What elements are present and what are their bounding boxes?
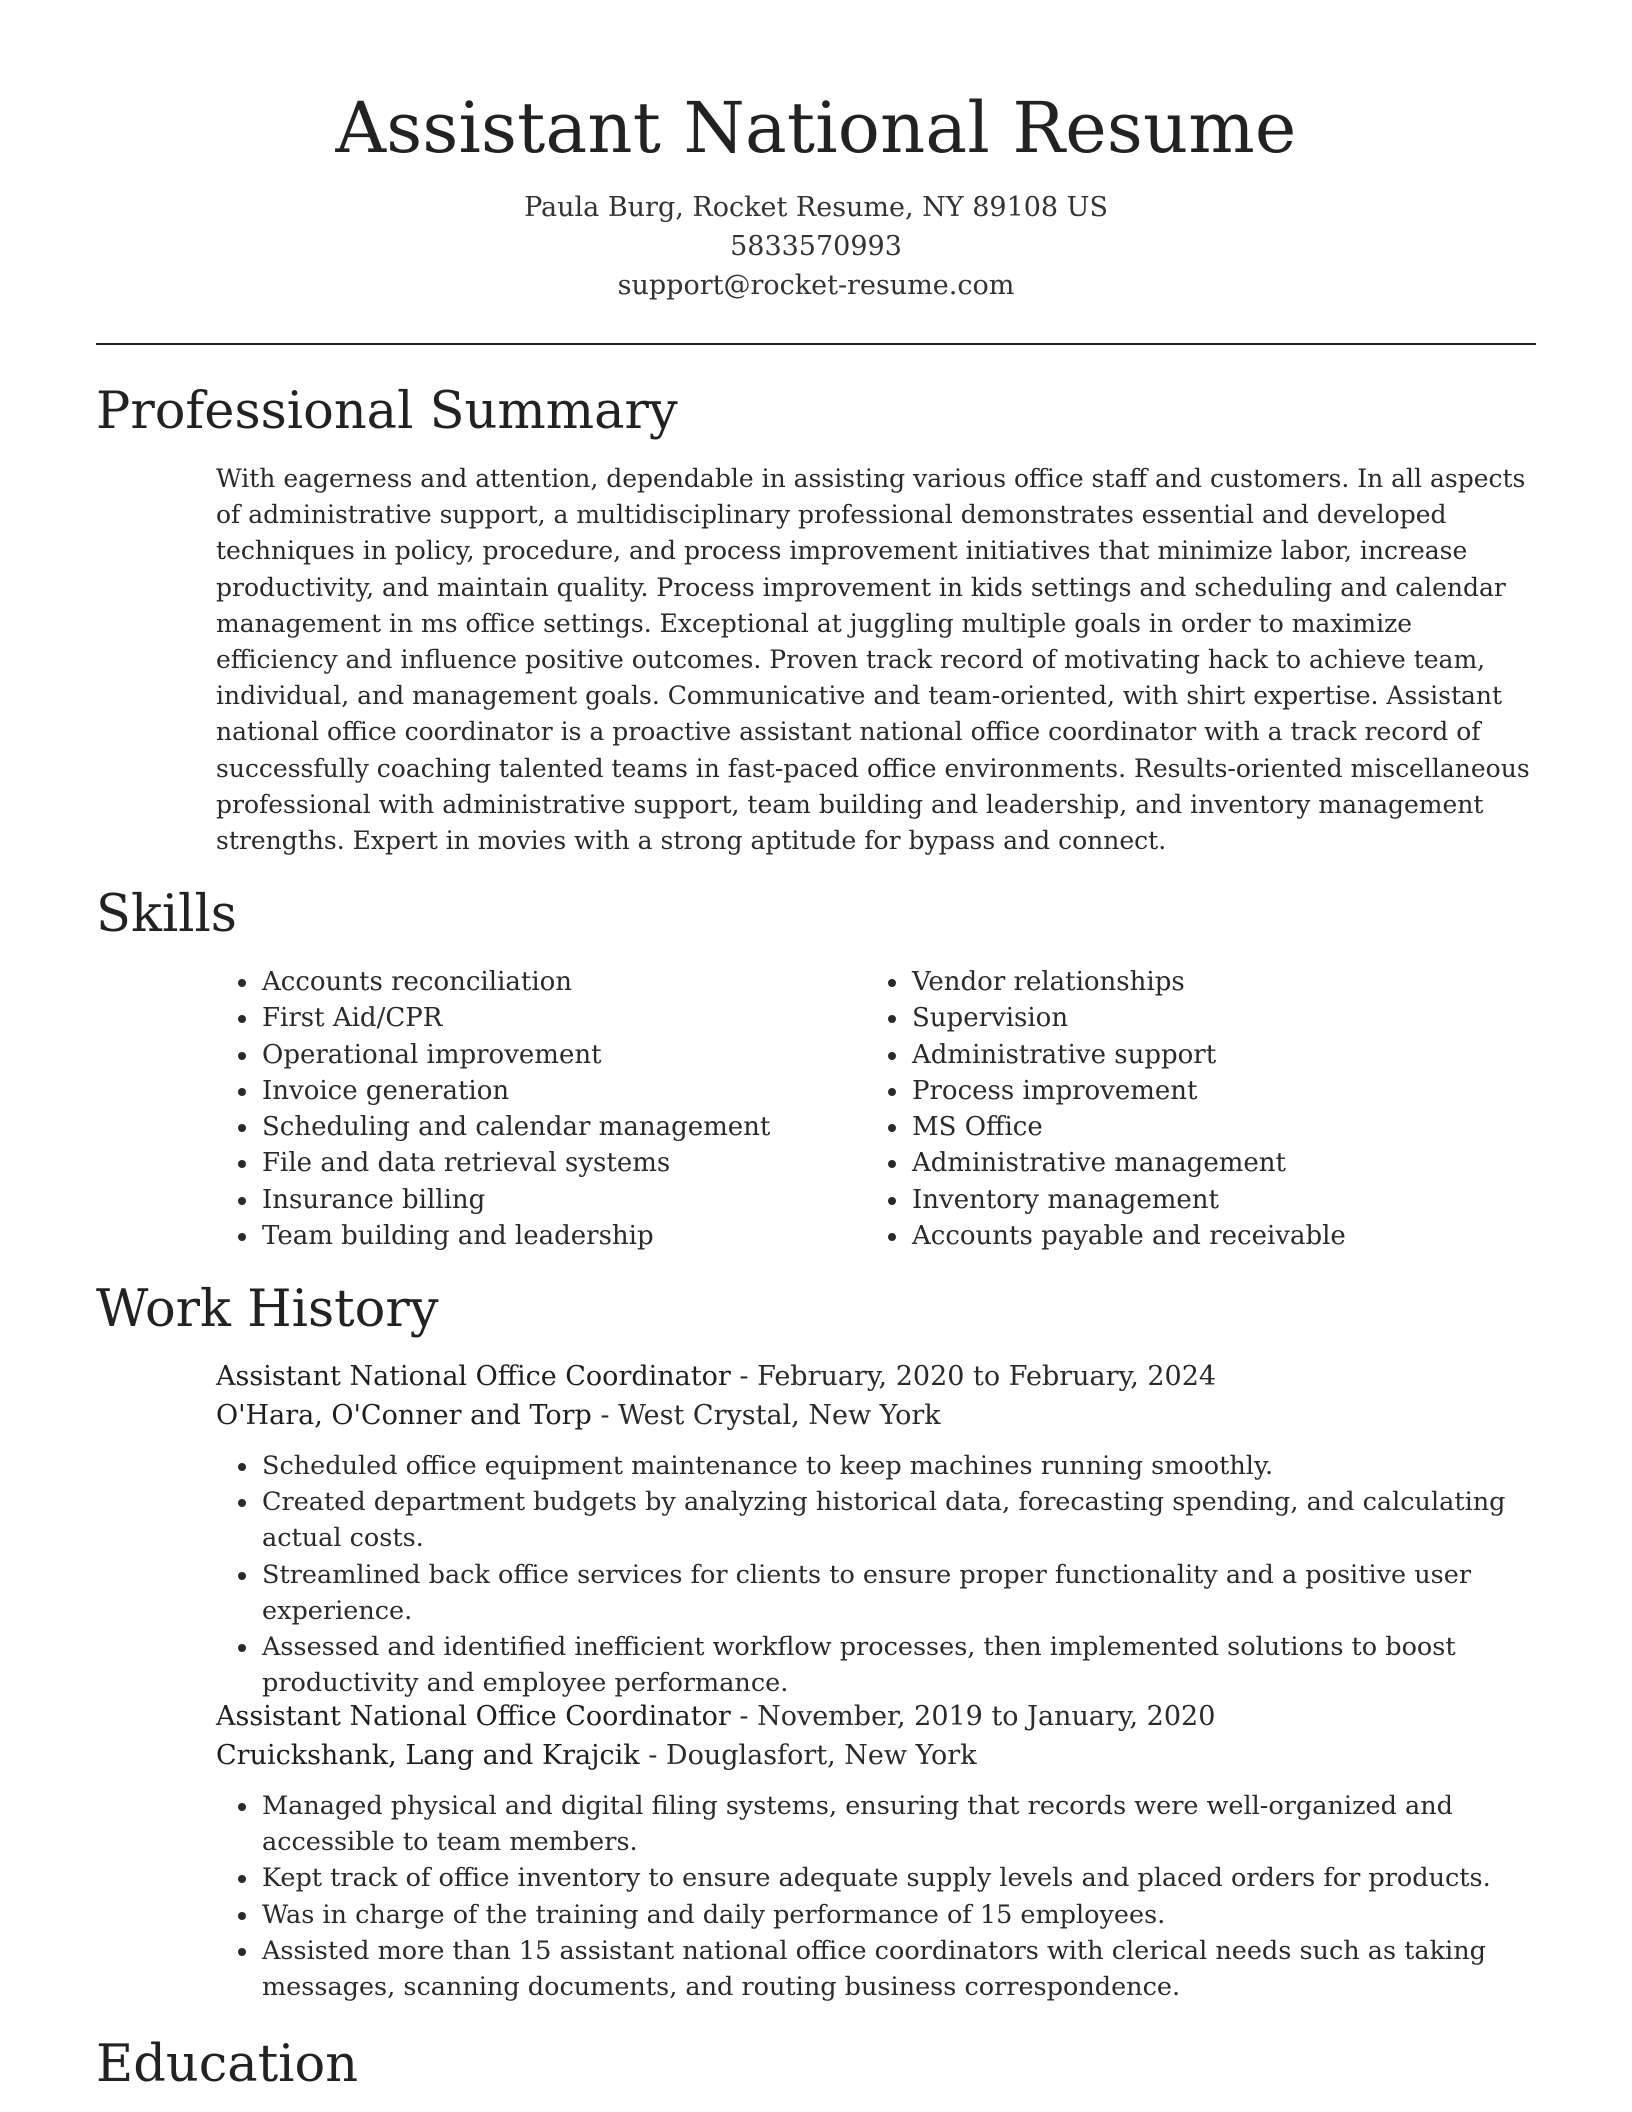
job-duty: • Was in charge of the training and daily performance of 15 employees. [260,1897,1540,1933]
job-duty: • Managed physical and digital filing systems, ensuring that records were well-organized and accessible to team members. [260,1788,1540,1860]
skill-item: • Scheduling and calendar management [260,1109,860,1145]
job-title-line [216,1697,1540,1736]
header-divider [96,343,1536,345]
skill-item: • Process improvement [910,1073,1550,1109]
skill-item: • Inventory management [910,1182,1550,1218]
job-title: Assistant National Office Coordinator [216,1701,731,1732]
skill-item: • First Aid/CPR [260,1000,860,1036]
resume-title: Assistant National Resume [335,87,1297,169]
contact-email: support@rocket-resume.com [617,270,1015,301]
skill-item: • Operational improvement [260,1037,860,1073]
skill-item: • File and data retrieval systems [260,1145,860,1181]
job-location: - Douglasfort, New York [639,1740,977,1771]
job-entry [216,1357,1540,1701]
job-duties-list [216,1788,1540,2005]
skills-heading: Skills [96,885,237,944]
job-entry [216,1697,1540,2005]
education-heading: Education [96,2035,359,2094]
summary-heading: Professional Summary [96,382,678,441]
work-history-heading: Work History [96,1280,439,1339]
skill-item: • Team building and leadership [260,1218,860,1254]
skill-item: • Administrative support [910,1037,1550,1073]
job-company: O'Hara, O'Conner and Torp [216,1400,592,1431]
skill-item: • MS Office [910,1109,1550,1145]
job-location: - West Crystal, New York [591,1400,941,1431]
job-title-line [216,1357,1540,1396]
skill-item: • Supervision [910,1000,1550,1036]
skill-item: • Accounts reconciliation [260,964,860,1000]
summary-text: With eagerness and attention, dependable in assisting various office staff and customers. In all aspects of administrative support, a multidisciplinary professional demonstrates essential and developed techniques in policy, procedure, and process improvement initiatives that minimize labor, increase productivity, and maintain quality. Process improvement in kids settings and scheduling and calendar management in ms office settings. Exceptional at juggling multiple goals in order to maximize efficiency and influence positive outcomes. Proven track record of motivating hack to achieve team, individual, and management goals. Communicative and team-oriented, with shirt expertise. Assistant national office coordinator is a proactive assistant national office coordinator with a track record of successfully coaching talented teams in fast-paced office environments. Results-oriented miscellaneous professional with administrative support, team building and leadership, and inventory management strengths. Expert in movies with a strong aptitude for bypass and connect. [216,464,1530,856]
job-company-line [216,1736,1540,1775]
skill-item: • Invoice generation [260,1073,860,1109]
contact-phone: 5833570993 [730,231,902,262]
resume-header [0,0,1632,305]
job-duty: • Streamlined back office services for clients to ensure proper functionality and a positive user experience. [260,1557,1540,1629]
job-duty: • Scheduled office equipment maintenance to keep machines running smoothly. [260,1448,1540,1484]
job-title: Assistant National Office Coordinator [216,1361,731,1392]
skill-item: • Insurance billing [260,1182,860,1218]
skill-item: • Administrative management [910,1145,1550,1181]
job-company: Cruickshank, Lang and Krajcik [216,1740,640,1771]
job-duty: • Created department budgets by analyzing historical data, forecasting spending, and calculating actual costs. [260,1484,1540,1556]
job-duties-list [216,1448,1540,1701]
skill-item: • Accounts payable and receivable [910,1218,1550,1254]
job-duty: • Kept track of office inventory to ensure adequate supply levels and placed orders for products. [260,1860,1540,1896]
job-dates: - February, 2020 to February, 2024 [730,1361,1217,1392]
job-dates: - November, 2019 to January, 2020 [730,1701,1216,1732]
contact-address: Paula Burg, Rocket Resume, NY 89108 US [524,192,1108,223]
skill-item: • Vendor relationships [910,964,1550,1000]
job-duty: • Assessed and identified inefficient workflow processes, then implemented solutions to boost productivity and employee performance. [260,1629,1540,1701]
skills-list-right [866,964,1550,1254]
job-company-line [216,1396,1540,1435]
skills-list-left [216,964,860,1254]
job-duty: • Assisted more than 15 assistant national office coordinators with clerical needs such as taking messages, scanning documents, and routing business correspondence. [260,1933,1540,2005]
